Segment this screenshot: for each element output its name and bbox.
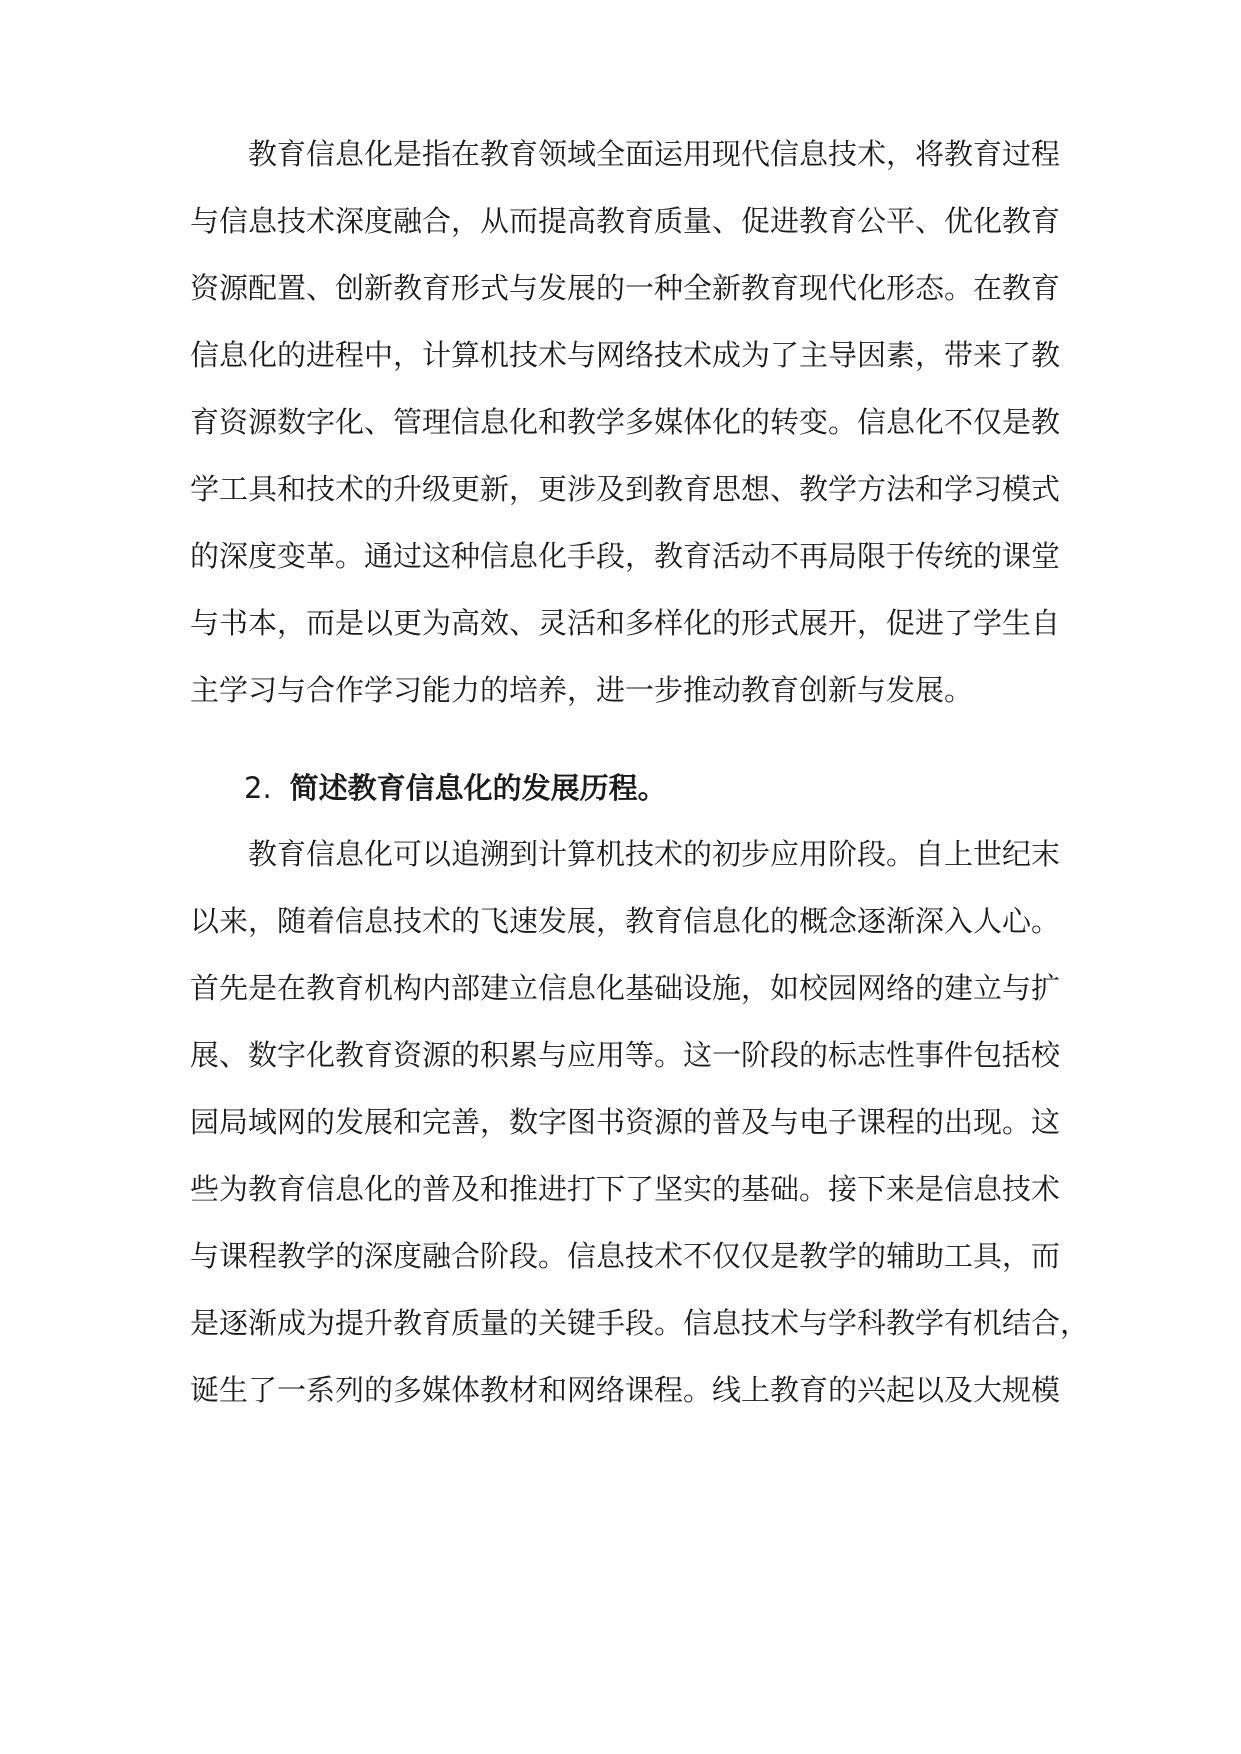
paragraph-2-line-5: 园局域网的发展和完善，数字图书资源的普及与电子课程的出现。这 [190,1105,1061,1139]
paragraph-1-line-9: 主学习与合作学习能力的培养，进一步推动教育创新与发展。 [190,673,974,707]
paragraph-1-line-5: 育资源数字化、管理信息化和教学多媒体化的转变。信息化不仅是教 [190,405,1061,439]
section-number: 2. [244,771,272,805]
paragraph-1-line-3: 资源配置、创新教育形式与发展的一种全新教育现代化形态。在教育 [190,271,1061,305]
section-title: 简述教育信息化的发展历程。 [289,771,667,805]
paragraph-2-line-3: 首先是在教育机构内部建立信息化基础设施，如校园网络的建立与扩 [190,971,1061,1005]
paragraph-1-line-1: 教育信息化是指在教育领域全面运用现代信息技术，将教育过程 [248,137,1061,171]
paragraph-2-line-2: 以来，随着信息技术的飞速发展，教育信息化的概念逐渐深入人心。 [190,904,1061,938]
paragraph-2-line-1: 教育信息化可以追溯到计算机技术的初步应用阶段。自上世纪末 [248,837,1061,871]
paragraph-2-line-4: 展、数字化教育资源的积累与应用等。这一阶段的标志性事件包括校 [190,1038,1061,1072]
paragraph-1-line-8: 与书本，而是以更为高效、灵活和多样化的形式展开，促进了学生自 [190,606,1061,640]
section-heading [244,766,667,810]
paragraph-2-line-6: 些为教育信息化的普及和推进打下了坚实的基础。接下来是信息技术 [190,1172,1061,1206]
paragraph-2-line-9: 诞生了一系列的多媒体教材和网络课程。线上教育的兴起以及大规模 [190,1373,1061,1407]
paragraph-1-line-6: 学工具和技术的升级更新，更涉及到教育思想、教学方法和学习模式 [190,472,1061,506]
paragraph-1-line-4: 信息化的进程中，计算机技术与网络技术成为了主导因素，带来了教 [190,338,1061,372]
paragraph-1-line-7: 的深度变革。通过这种信息化手段，教育活动不再局限于传统的课堂 [190,539,1061,573]
paragraph-2-line-8: 是逐渐成为提升教育质量的关键手段。信息技术与学科教学有机结合， [190,1306,1090,1340]
paragraph-1-line-2: 与信息技术深度融合，从而提高教育质量、促进教育公平、优化教育 [190,204,1061,238]
paragraph-2-line-7: 与课程教学的深度融合阶段。信息技术不仅仅是教学的辅助工具，而 [190,1239,1061,1273]
